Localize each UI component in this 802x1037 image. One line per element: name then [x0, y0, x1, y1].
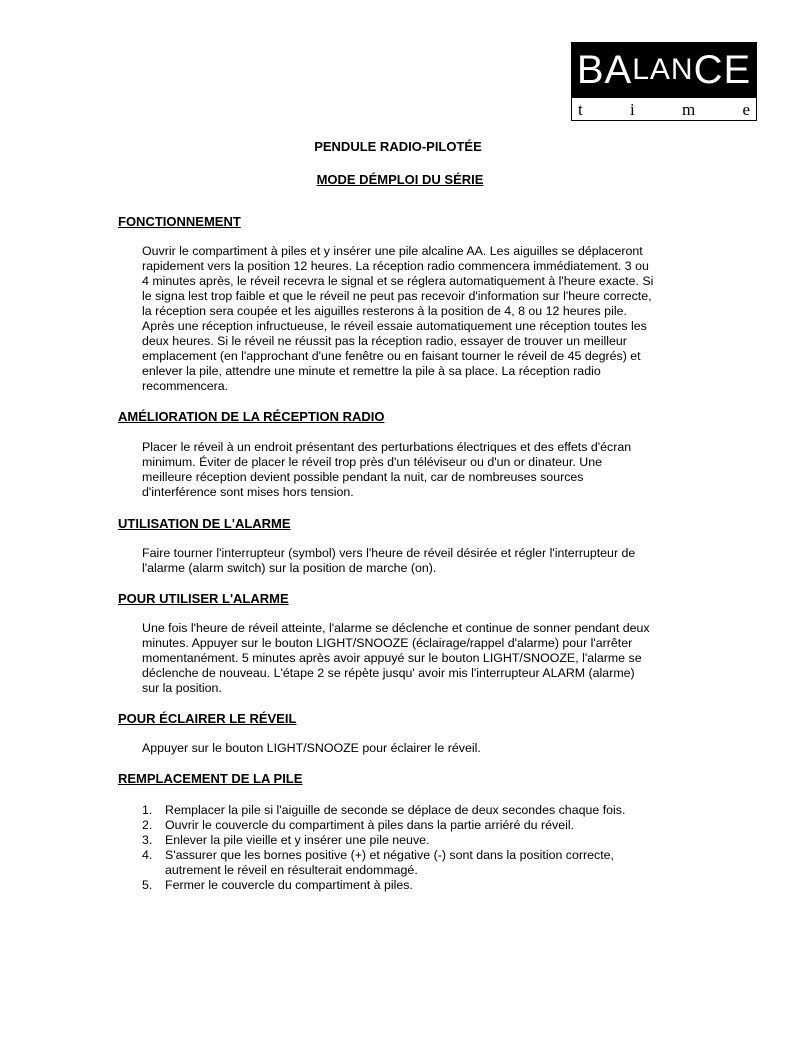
step-text: Ouvrir le couvercle du compartiment à piles dans la partie arriéré du réveil.: [165, 818, 575, 832]
step-text: autrement le réveil en résulterait endommagé.: [165, 863, 418, 877]
document-subtitle: MODE DÉMPLOI DU SÉRIE: [316, 172, 484, 187]
logo-tagline: [571, 98, 757, 121]
text-line: Appuyer sur le bouton LIGHT/SNOOZE pour éclairer le réveil.: [142, 741, 481, 755]
logo-letter: m: [681, 99, 696, 119]
text-line: l'alarme (alarm switch) sur la position de marche (on).: [142, 561, 437, 575]
section-body-pour-utiliser-alarme: [142, 621, 690, 696]
logo-letter: E: [723, 48, 752, 92]
step-text: S'assurer que les bornes positive (+) et négative (-) sont dans la position correcte,: [165, 848, 614, 862]
text-line: emplacement (en l'approchant d'une fenêtre ou en faisant tourner le réveil de 45 degrés) et: [142, 349, 641, 363]
step-number: 3.: [142, 833, 153, 847]
text-line: enlever la pile, attendre une minute et remettre la pile à sa place. La réception radio: [142, 364, 601, 378]
text-line: la réception sera coupée et les aiguilles resterons à la position de 4, 8 ou 12 heures pile.: [142, 304, 627, 318]
text-line: minutes. Appuyer sur le bouton LIGHT/SNOOZE (éclairage/rappel d'alarme) pour l'arrêter: [142, 636, 633, 650]
step-text: Remplacer la pile si l'aiguille de seconde se déplace de deux secondes chaque fois.: [165, 803, 626, 817]
text-line: déclenche de nouveau. L'étape 2 se répète jusqu' avoir mis l'interrupteur ALARM (alarme): [142, 666, 635, 680]
section-heading-fonctionnement: FONCTIONNEMENT: [118, 214, 241, 229]
brand-logo: [571, 42, 757, 122]
logo-letter: e: [742, 99, 750, 119]
list-item: [142, 803, 690, 818]
list-item: [142, 848, 690, 878]
section-heading-pour-utiliser-alarme: POUR UTILISER L'ALARME: [118, 591, 289, 606]
logo-letter: A: [649, 53, 671, 86]
text-line: recommencera.: [142, 379, 229, 393]
text-line: Une fois l'heure de réveil atteinte, l'alarme se déclenche et continue de sonner pendant deux: [142, 621, 650, 635]
section-heading-remplacement-pile: REMPLACEMENT DE LA PILE: [118, 771, 303, 786]
text-line: momentanément. 5 minutes après avoir appuyé sur le bouton LIGHT/SNOOZE, l'alarme se: [142, 651, 642, 665]
logo-wordmark: [571, 42, 757, 98]
logo-letter: A: [604, 48, 633, 92]
text-line: rapidement vers la position 12 heures. La réception radio commencera immédiatement. 3 ou: [142, 259, 649, 273]
section-body-eclairer-reveil: [142, 741, 690, 756]
step-text: Enlever la pile vieille et y insérer une pile neuve.: [165, 833, 430, 847]
text-line: Ouvrir le compartiment à piles et y insérer une pile alcaline AA. Les aiguilles se déplaceront: [142, 244, 643, 258]
list-item: [142, 878, 690, 893]
section-heading-eclairer-reveil: POUR ÉCLAIRER LE RÉVEIL: [118, 711, 297, 726]
step-text: Fermer le couvercle du compartiment à piles.: [165, 878, 413, 892]
text-line: 4 minutes après, le réveil recevra le signal et se réglera automatiquement à l'heure exacte. Si: [142, 274, 654, 288]
section-body-amelioration-reception: [142, 440, 690, 500]
text-line: Faire tourner l'interrupteur (symbol) vers l'heure de réveil désirée et régler l'interrupteur de: [142, 546, 636, 560]
section-body-utilisation-alarme: [142, 546, 690, 576]
text-line: minimum. Éviter de placer le réveil trop près d'un téléviseur ou d'un or dinateur. Une: [142, 455, 602, 469]
text-line: deux heures. Si le réveil ne réussit pas la réception radio, essayer de trouver un meilleur: [142, 334, 627, 348]
step-number: 1.: [142, 803, 153, 817]
battery-replacement-steps: [142, 803, 690, 893]
section-heading-amelioration-reception: AMÉLIORATION DE LA RÉCEPTION RADIO: [118, 409, 385, 424]
logo-letter: t: [578, 99, 583, 119]
list-item: [142, 818, 690, 833]
section-heading-utilisation-alarme: UTILISATION DE L'ALARME: [118, 516, 291, 531]
logo-letter: L: [632, 53, 650, 86]
text-line: le signa lest trop faible et que le réveil ne peut pas recevoir d'information sur l'heure correcte,: [142, 289, 652, 303]
text-line: Après une réception infructueuse, le réveil essaie automatiquement une réception toutes les: [142, 319, 647, 333]
step-number: 2.: [142, 818, 153, 832]
text-line: sur la position.: [142, 681, 222, 695]
logo-letter: i: [629, 99, 635, 119]
logo-letter: B: [576, 48, 605, 92]
logo-letter: N: [670, 53, 694, 86]
logo-letter: C: [693, 48, 724, 92]
list-item: [142, 833, 690, 848]
step-number: 4.: [142, 848, 153, 862]
text-line: Placer le réveil à un endroit présentant des perturbations électriques et des effets d'écran: [142, 440, 632, 454]
section-body-fonctionnement: [142, 244, 690, 394]
text-line: meilleure réception devient possible pendant la nuit, car de nombreuses sources: [142, 470, 584, 484]
step-number: 5.: [142, 878, 153, 892]
document-title: PENDULE RADIO-PILOTÉE: [314, 139, 482, 154]
text-line: d'interférence sont mises hors tension.: [142, 485, 354, 499]
